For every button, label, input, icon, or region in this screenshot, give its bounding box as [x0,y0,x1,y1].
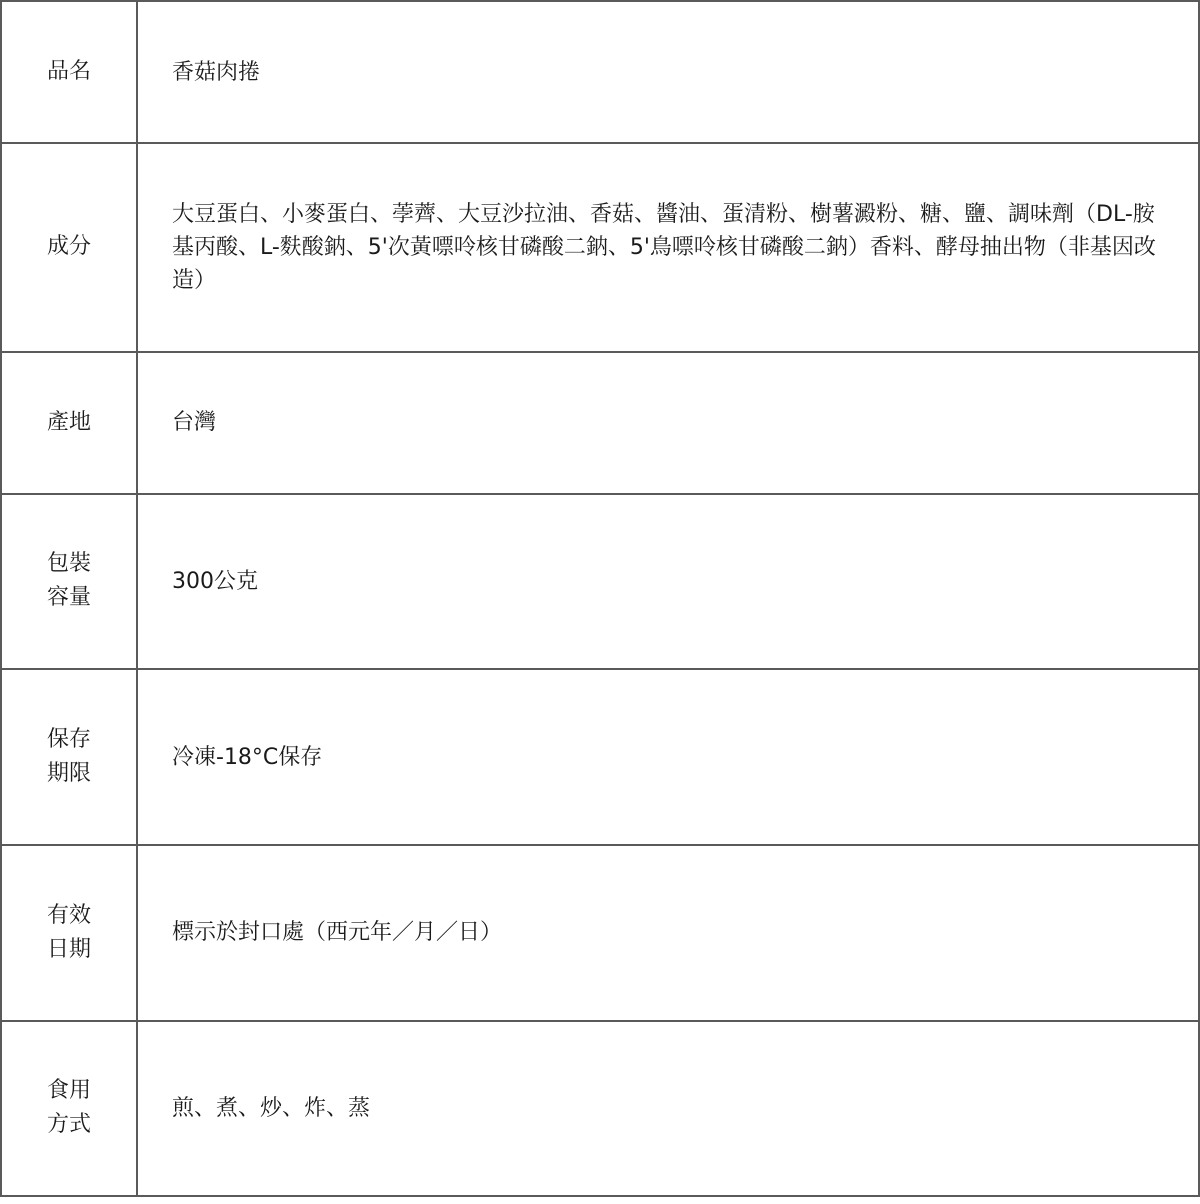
row-label [1,143,137,352]
row-value: 香菇肉捲 [137,1,1199,143]
label-text: 產地 [46,409,91,435]
row-value: 冷凍-18°C保存 [137,669,1199,845]
row-label [1,845,137,1020]
row-value: 標示於封口處（西元年／月／日） [137,845,1199,1020]
row-value: 煎、煮、炒、炸、蒸 [137,1021,1199,1196]
label-text: 品名 [46,59,91,85]
table-row [1,1021,1199,1196]
row-value: 大豆蛋白、小麥蛋白、荸薺、大豆沙拉油、香菇、醬油、蛋清粉、樹薯澱粉、糖、鹽、調味劑（DL-胺基丙酸、L-麩酸鈉、5'次黃嘌呤核甘磷酸二鈉、5'鳥嘌呤核甘磷酸二鈉）香料、酵母抽出物（非基因改造） [137,143,1199,352]
row-label [1,1021,137,1196]
label-text: 保存期限 [46,727,91,787]
row-label [1,352,137,494]
row-label [1,1,137,143]
label-text: 成分 [46,234,91,260]
label-text: 包裝容量 [46,551,91,611]
table-row [1,494,1199,669]
table-row [1,1,1199,143]
table-row [1,845,1199,1020]
label-text: 食用方式 [46,1078,91,1138]
table-row [1,669,1199,845]
row-value: 300公克 [137,494,1199,669]
row-value: 台灣 [137,352,1199,494]
table-row [1,143,1199,352]
label-text: 有效日期 [46,902,91,962]
table-row [1,352,1199,494]
row-label [1,494,137,669]
row-label [1,669,137,845]
